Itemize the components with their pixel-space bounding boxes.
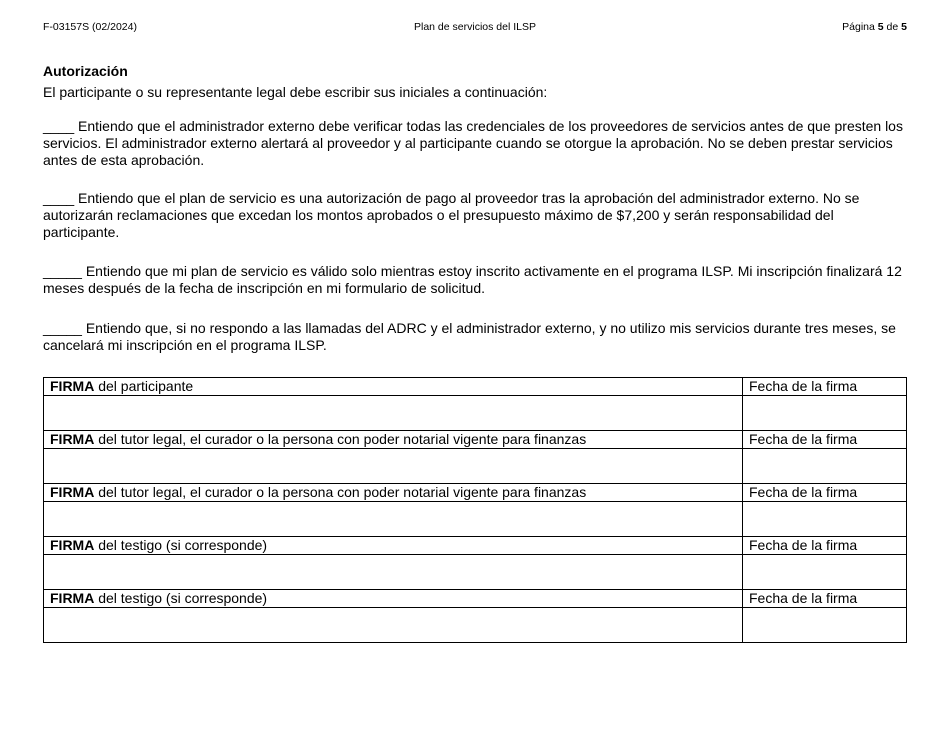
page-number [842,21,907,33]
signature-field-row [44,502,907,537]
signature-label [44,378,743,396]
statement-text: Entiendo que el administrador externo debe verificar todas las credenciales de los proveedores de servicios antes de que presten los servicios. El administrador externo alertará al proveedor y al participante cuando se otorgue la aprobación. No se deben prestar servicios antes de esta aprobación. [43,118,903,168]
statement-text: Entiendo que mi plan de servicio es válido solo mientras estoy inscrito activamente en el programa ILSP. Mi inscripción finalizará 12 meses después de la fecha de inscripción en mi formulario de solicitud. [43,263,902,296]
statement-payment [43,190,909,240]
signature-field-row [44,449,907,484]
signature-label-row [44,484,907,502]
signature-field-row [44,396,907,431]
signature-label-row [44,537,907,555]
firma-word: FIRMA [50,484,95,500]
signature-label-text: del tutor legal, el curador o la persona con poder notarial vigente para finanzas [94,431,587,447]
witness-signature-field-2[interactable] [44,608,743,643]
firma-word: FIRMA [50,590,95,606]
document-title: Plan de servicios del ILSP [414,21,536,33]
statement-cancellation [43,320,909,354]
date-label: Fecha de la firma [743,431,907,449]
page-current: 5 [877,21,884,33]
section-title: Autorización [43,63,128,79]
signature-label [44,484,743,502]
signature-field-row [44,555,907,590]
statement-credentials [43,118,909,168]
firma-word: FIRMA [50,431,95,447]
initials-blank[interactable]: _____ [43,263,82,279]
signature-label-row [44,590,907,608]
statement-text: Entiendo que, si no respondo a las llamadas del ADRC y el administrador externo, y no utilizo mis servicios durante tres meses, se cancelará mi inscripción en el programa ILSP. [43,320,896,353]
form-id: F-03157S (02/2024) [43,21,137,33]
signature-label-text: del tutor legal, el curador o la persona con poder notarial vigente para finanzas [94,484,587,500]
page-header [43,21,907,35]
page-prefix: Página [842,21,875,33]
signature-label [44,590,743,608]
guardian-signature-field-2[interactable] [44,502,743,537]
statement-enrollment [43,263,909,297]
intro-text: El participante o su representante legal debe escribir sus iniciales a continuación: [43,84,548,100]
guardian-date-field-1[interactable] [743,449,907,484]
signature-label-text: del testigo (si corresponde) [94,537,268,553]
signature-label-text: del testigo (si corresponde) [94,590,268,606]
signature-label [44,431,743,449]
firma-word: FIRMA [50,378,95,394]
witness-date-field-2[interactable] [743,608,907,643]
page-total: 5 [901,21,907,33]
signature-table [43,377,907,643]
initials-blank[interactable]: ____ [43,190,75,206]
witness-signature-field-1[interactable] [44,555,743,590]
guardian-date-field-2[interactable] [743,502,907,537]
firma-word: FIRMA [50,537,95,553]
participant-date-field[interactable] [743,396,907,431]
date-label: Fecha de la firma [743,537,907,555]
signature-label [44,537,743,555]
participant-signature-field[interactable] [44,396,743,431]
signature-label-row [44,431,907,449]
signature-field-row [44,608,907,643]
guardian-signature-field-1[interactable] [44,449,743,484]
signature-label-row [44,378,907,396]
date-label: Fecha de la firma [743,590,907,608]
date-label: Fecha de la firma [743,378,907,396]
date-label: Fecha de la firma [743,484,907,502]
signature-label-text: del participante [94,378,194,394]
initials-blank[interactable]: ____ [43,118,75,134]
page-of: de [886,21,899,33]
witness-date-field-1[interactable] [743,555,907,590]
statement-text: Entiendo que el plan de servicio es una autorización de pago al proveedor tras la aprobación del administrador externo. No se autorizarán reclamaciones que excedan los montos aprobados o el presupuesto máximo de $7,200 y serán responsabilidad del participante. [43,190,860,240]
initials-blank[interactable]: _____ [43,320,82,336]
